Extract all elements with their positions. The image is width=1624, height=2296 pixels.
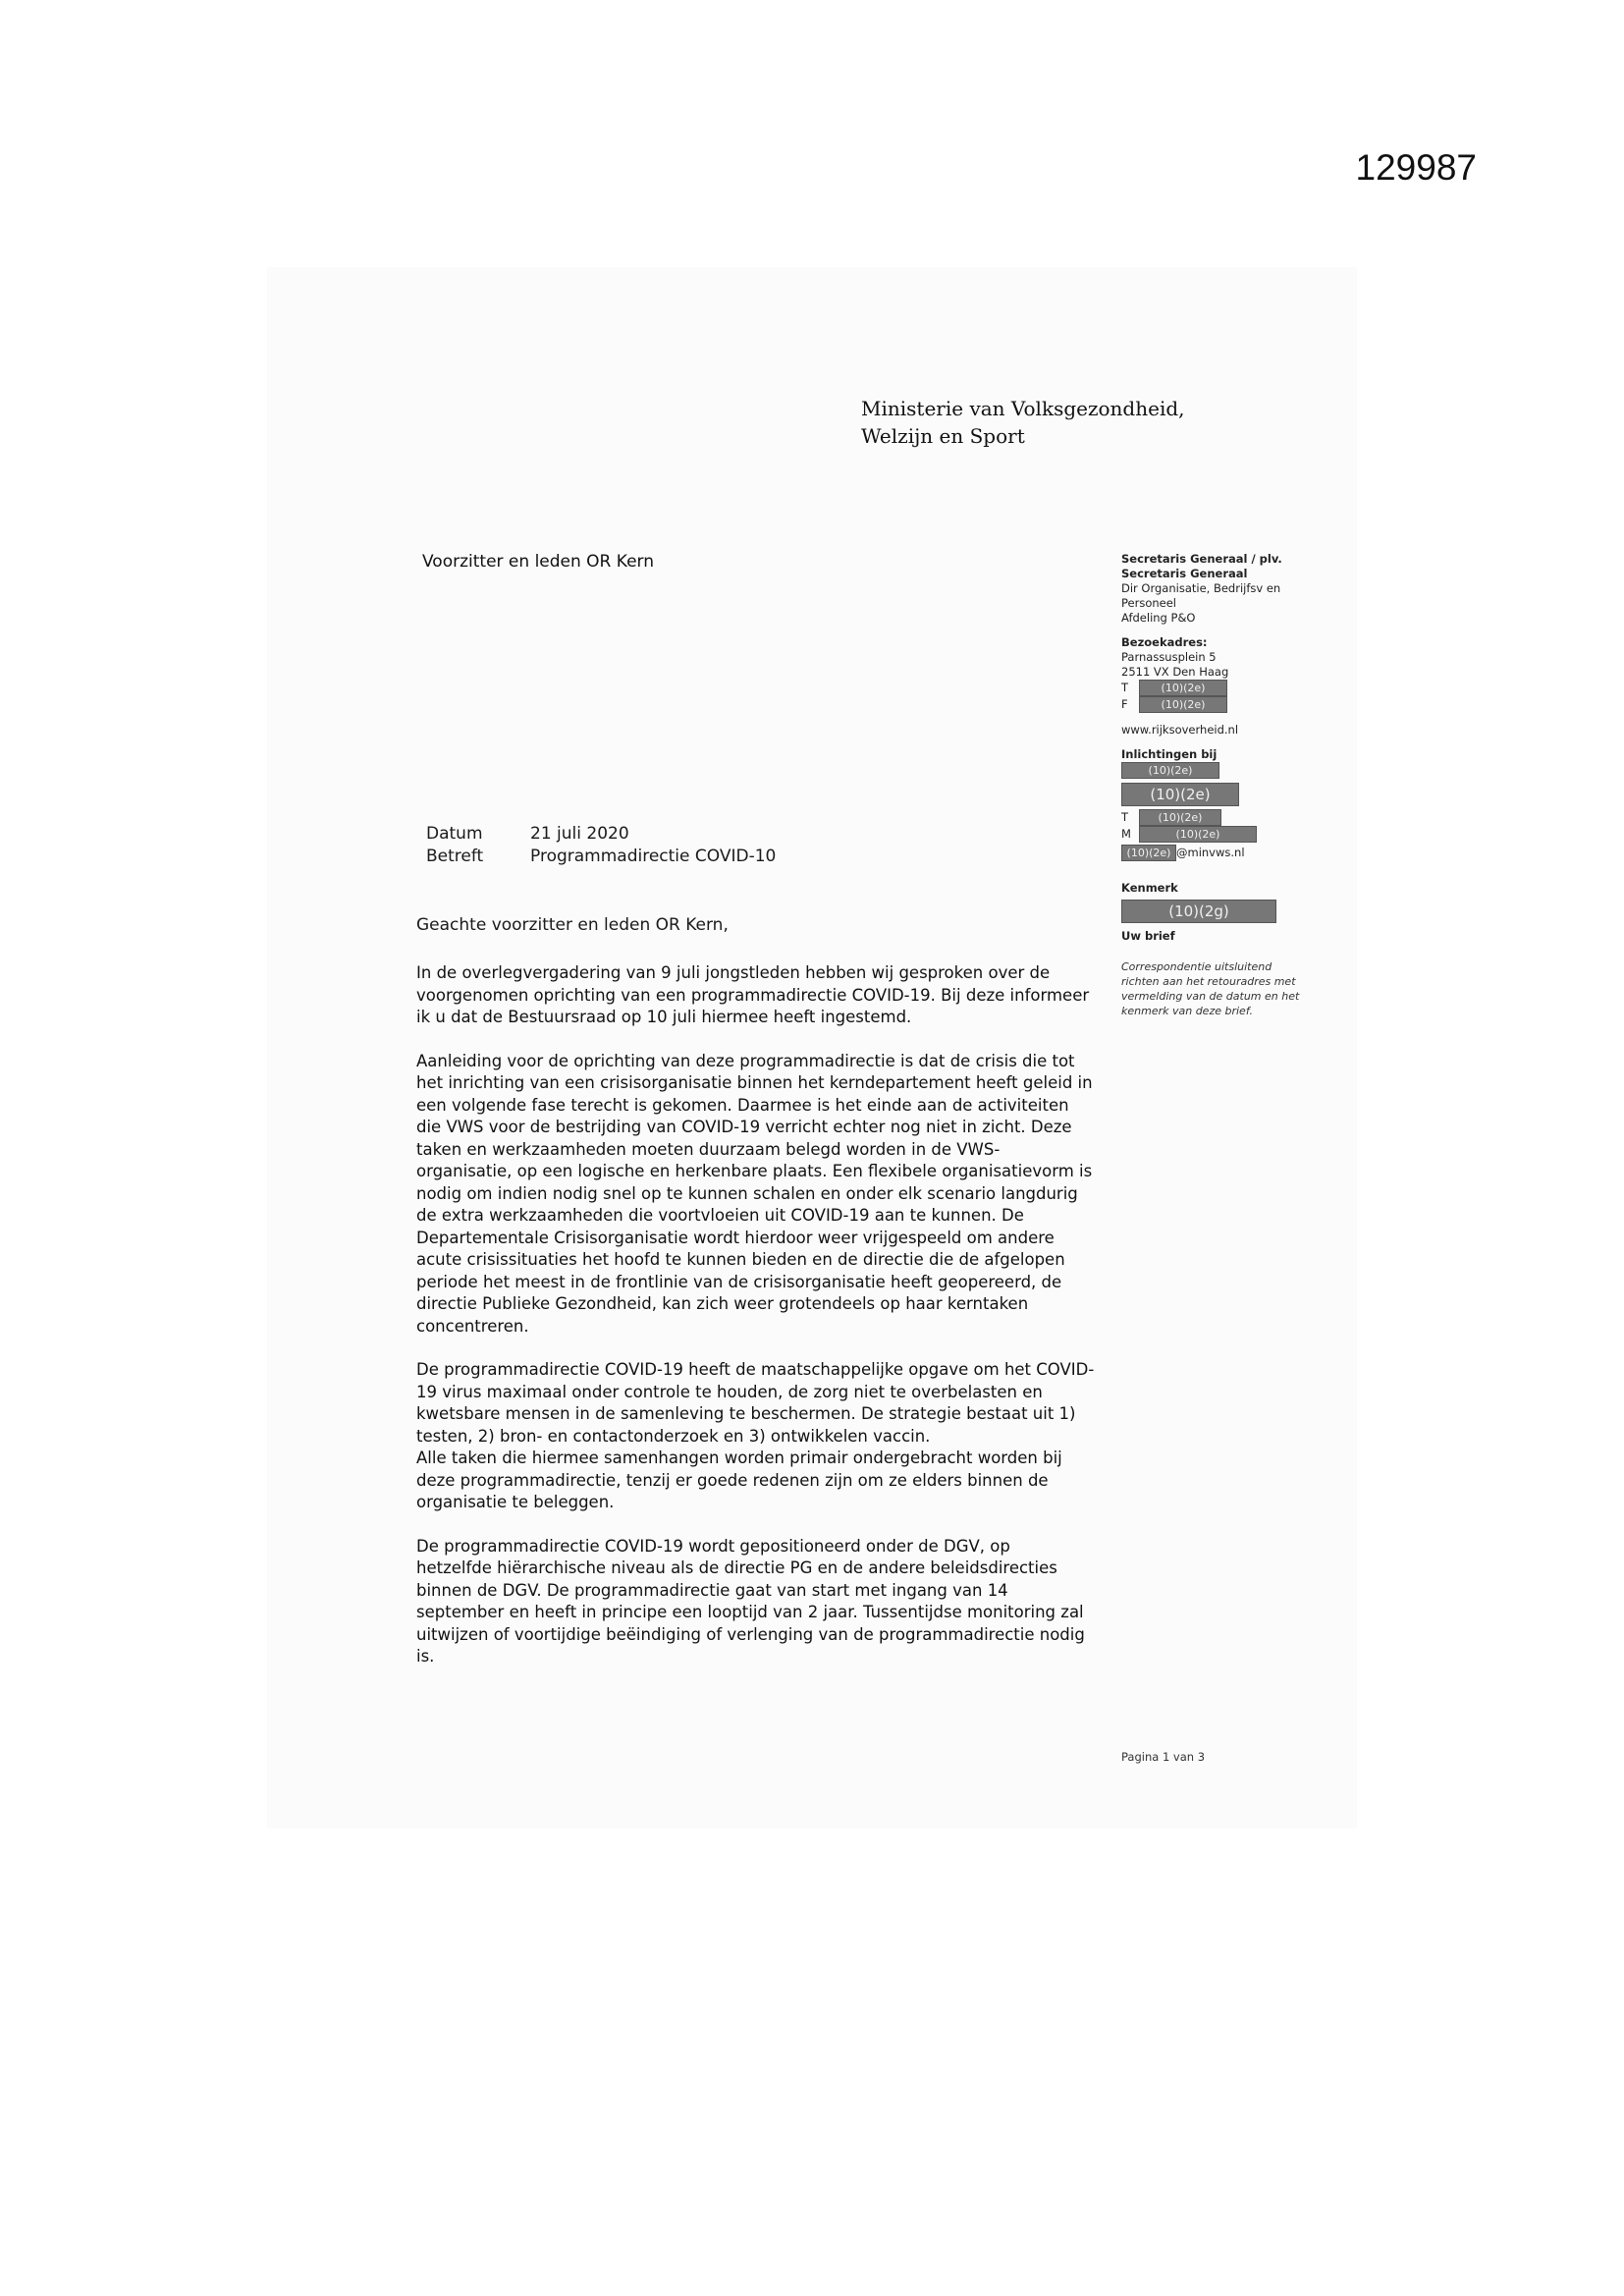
street-address: Parnassusplein 5 <box>1121 650 1217 664</box>
email-domain: @minvws.nl <box>1176 846 1245 859</box>
page-number: Pagina 1 van 3 <box>1121 1750 1206 1764</box>
ministry-logo-text <box>861 395 1185 450</box>
redacted-email-user: (10)(2e) <box>1121 845 1176 861</box>
department-line-2: Personeel <box>1121 596 1176 610</box>
department-line-1: Dir Organisatie, Bedrijfsv en <box>1121 581 1281 595</box>
date-label: Datum <box>426 824 483 844</box>
redacted-contact-name-1: (10)(2e) <box>1121 762 1219 779</box>
website-link[interactable]: www.rijksoverheid.nl <box>1121 723 1239 737</box>
redacted-contact-name-2: (10)(2e) <box>1121 783 1239 806</box>
ministry-line-2: Welzijn en Sport <box>861 424 1025 448</box>
phone-row <box>1121 680 1318 696</box>
visit-address-label: Bezoekadres: <box>1121 635 1208 649</box>
paragraph-2: Aanleiding voor de oprichting van deze programmadirectie is dat de crisis die tot het inrichting van een crisisorganisatie binnen het kerndepartement heeft geleid in een volgende fase terecht is gekomen. Daarmee is het einde aan de activiteiten die VWS voor de bestrijding van COVID-19 verricht echter nog niet in zicht. Deze taken en werkzaamheden moeten duurzaam belegd worden in de VWS- organisatie, op een logische en herkenbare plaats. Een flexibele organisatievorm is nodig om indien nodig snel op te kunnen schalen en onder elk scenario langdurig de extra werkzaamheden die voortvloeien uit COVID-19 aan te kunnen. De Departementale Crisisorganisatie wordt hierdoor weer vrijgespeeld om andere acute crisissituaties het hoofd te kunnen bieden en de directie die de afgelopen periode het meest in de frontlinie van de crisisorganisatie heeft geopereerd, de directie Publieke Gezondheid, kan zich weer grotendeels op haar kerntaken concentreren. <box>416 1051 1093 1336</box>
redacted-reference: (10)(2g) <box>1121 900 1276 923</box>
your-letter-label: Uw brief <box>1121 929 1175 943</box>
contact-phone-label: T <box>1121 810 1129 824</box>
letter-body <box>416 962 1118 1690</box>
redacted-contact-phone: (10)(2e) <box>1139 809 1221 826</box>
fax-label: F <box>1121 697 1128 711</box>
email-row <box>1121 845 1318 861</box>
city-address: 2511 VX Den Haag <box>1121 665 1229 679</box>
correspondence-note: Correspondentie uitsluitend richten aan het retouradres met vermelding van de datum en het kenmerk van deze brief. <box>1121 960 1300 1017</box>
contact-mobile-label: M <box>1121 827 1131 841</box>
redacted-contact-mobile: (10)(2e) <box>1139 826 1257 843</box>
paragraph-3: De programmadirectie COVID-19 heeft de maatschappelijke opgave om het COVID- 19 virus maximaal onder controle te houden, de zorg niet te overbelasten en kwetsbare mensen in de samenleving te beschermen. De strategie bestaat uit 1) testen, 2) bron- en contactonderzoek en 3) ontwikkelen vaccin. Alle taken die hiermee samenhangen worden primair ondergebracht worden bij deze programmadirectie, tenzij er goede redenen zijn om ze elders binnen de organisatie te beleggen. <box>416 1360 1095 1511</box>
info-label: Inlichtingen bij <box>1121 747 1218 761</box>
sender-title-2: Secretaris Generaal <box>1121 567 1248 580</box>
phone-label: T <box>1121 681 1129 694</box>
salutation: Geachte voorzitter en leden OR Kern, <box>416 915 729 935</box>
redacted-phone: (10)(2e) <box>1139 680 1227 696</box>
date-row <box>426 823 776 846</box>
subject-value: Programmadirectie COVID-10 <box>530 847 777 866</box>
addressee: Voorzitter en leden OR Kern <box>422 552 654 572</box>
contact-mobile-row <box>1121 826 1318 843</box>
subject-label: Betreft <box>426 847 484 866</box>
redacted-fax: (10)(2e) <box>1139 696 1227 713</box>
subject-row <box>426 846 776 868</box>
department-line-3: Afdeling P&O <box>1121 611 1196 625</box>
sender-title-1: Secretaris Generaal / plv. <box>1121 552 1282 566</box>
reference-label: Kenmerk <box>1121 881 1178 895</box>
date-value: 21 juli 2020 <box>530 824 629 844</box>
fax-row <box>1121 696 1318 713</box>
paragraph-1: In de overlegvergadering van 9 juli jongstleden hebben wij gesproken over de voorgenomen oprichting van een programmadirectie COVID-19. Bij deze informeer ik u dat de Bestuursraad op 10 juli hiermee heeft ingestemd. <box>416 963 1090 1026</box>
document-number: 129987 <box>1355 147 1477 188</box>
contact-phone-row <box>1121 809 1318 826</box>
letter-meta <box>426 823 776 868</box>
sender-sidebar <box>1121 552 1318 1018</box>
paragraph-4: De programmadirectie COVID-19 wordt gepositioneerd onder de DGV, op hetzelfde hiërarchische niveau als de directie PG en de andere beleidsdirecties binnen de DGV. De programmadirectie gaat van start met ingang van 14 september en heeft in principe een looptijd van 2 jaar. Tussentijdse monitoring zal uitwijzen of voortijdige beëindiging of verlenging van de programmadirectie nodig is. <box>416 1536 1085 1666</box>
ministry-line-1: Ministerie van Volksgezondheid, <box>861 397 1185 420</box>
